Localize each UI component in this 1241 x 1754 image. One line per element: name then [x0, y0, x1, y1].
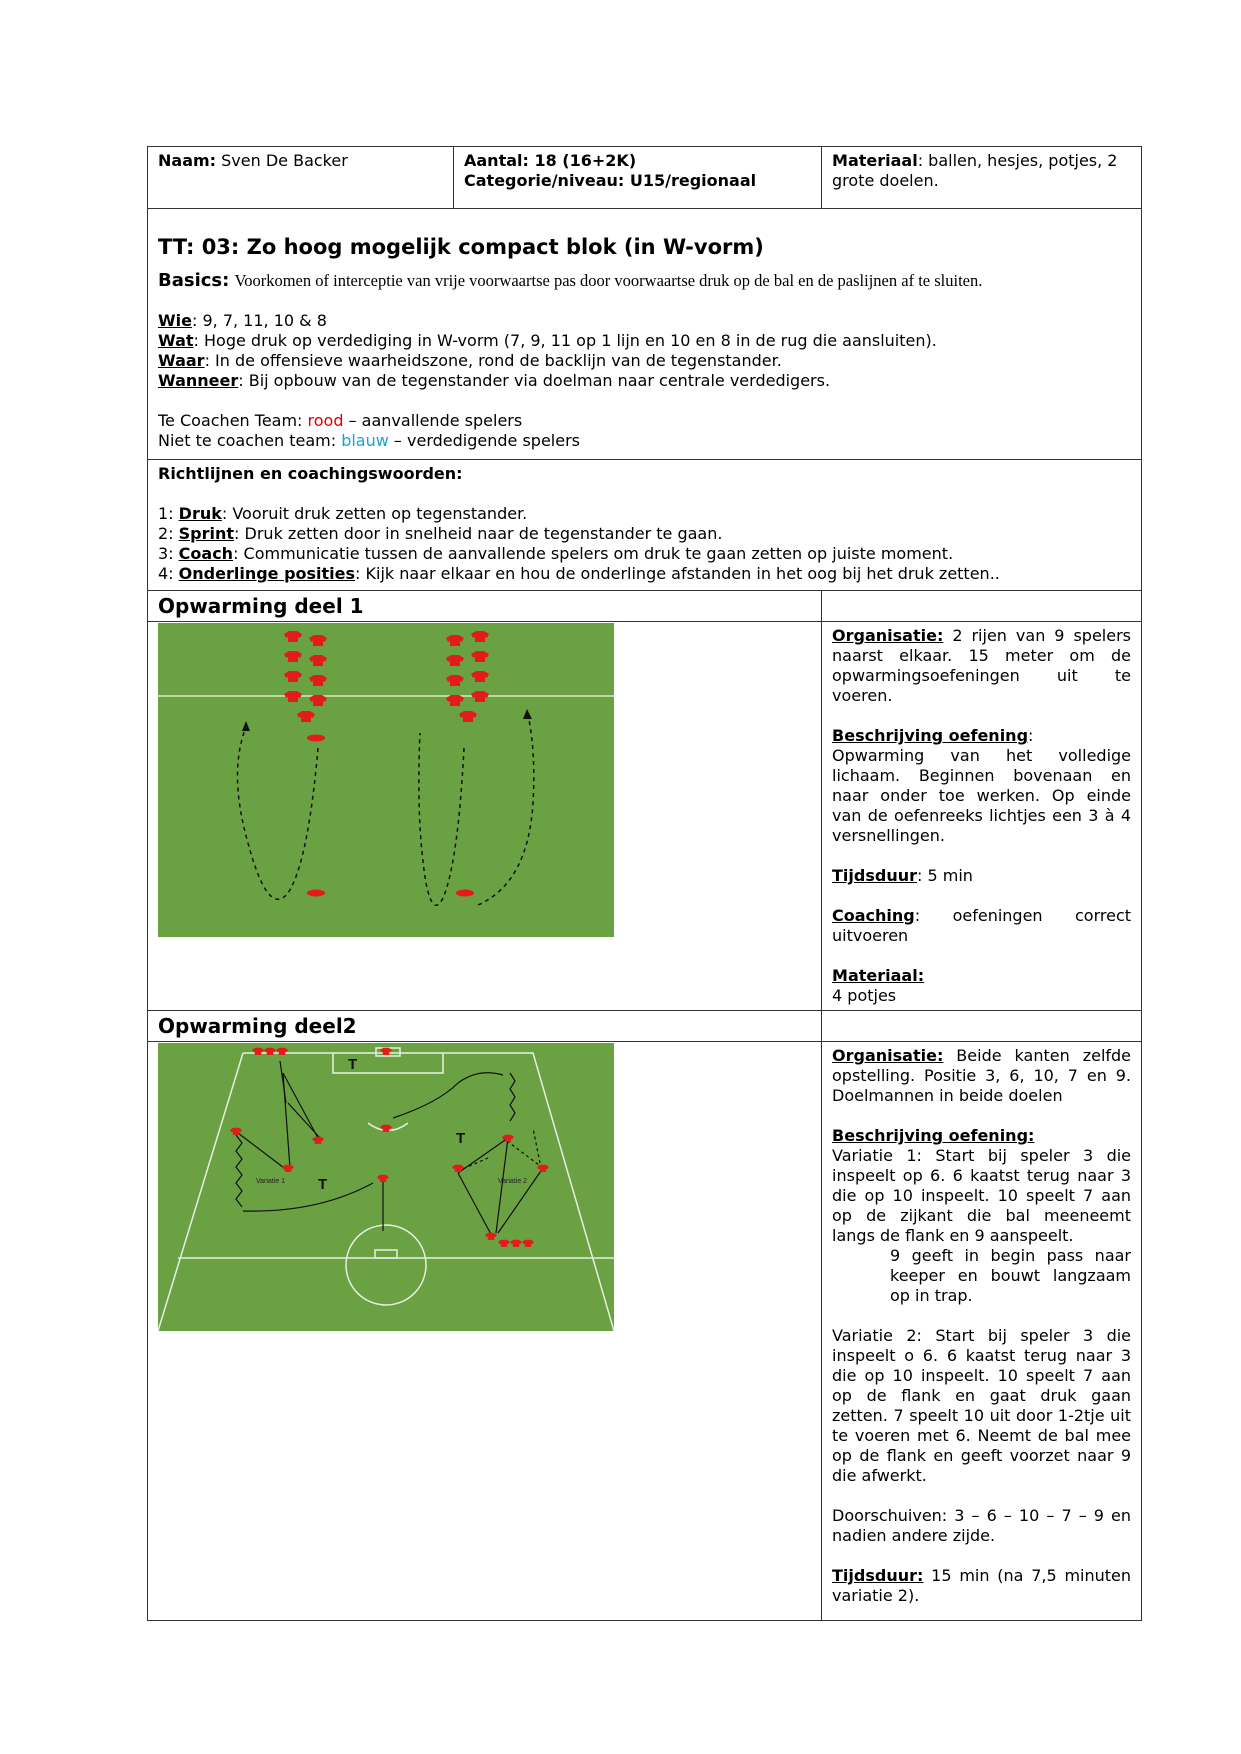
part2-text-cell — [822, 1042, 1142, 1621]
team2-pre: Niet te coachen team: — [158, 431, 342, 450]
aantal-text: Aantal: 18 (16+2K) — [464, 151, 637, 170]
categorie-text: Categorie/niveau: U15/regionaal — [464, 171, 757, 190]
part2-heading-empty — [822, 1011, 1142, 1042]
header-row — [148, 147, 1142, 209]
wanneer-text: : Bij opbouw van de tegenstander via doelman naar centrale verdedigers. — [238, 371, 831, 390]
part2-var1b: 9 geeft in begin pass naar keeper en bouwt langzaam op in trap. — [890, 1246, 1132, 1305]
guidelines-row — [148, 460, 1142, 591]
wat-line — [158, 331, 1131, 351]
part1-desc-text: Opwarming van het volledige lichaam. Beginnen bovenaan en naar onder toe werken. Op einde van de oefenreeks lichtjes een 3 à 4 versnellingen. — [832, 746, 1132, 845]
session-table — [147, 146, 1142, 1621]
part1-desc-label: Beschrijving oefening: — [832, 726, 1034, 745]
variation-label: Variatie 1 — [256, 1178, 286, 1185]
part2-heading-row — [148, 1011, 1142, 1042]
part1-mat-label: Materiaal: — [832, 966, 925, 985]
aantal-cell — [454, 147, 822, 209]
variation-label: Variatie 2 — [498, 1178, 528, 1185]
basics-label: Basics: — [158, 270, 230, 291]
team1-pre: Te Coachen Team: — [158, 411, 308, 430]
wanneer-label: Wanneer — [158, 371, 239, 390]
pitch-area — [158, 623, 614, 937]
part1-heading-empty — [822, 591, 1142, 622]
part2-var2: Variatie 2: Start bij speler 3 die inspeelt o 6. 6 kaatst terug naar 3 die op 10 inspeelt. 10 speelt 7 aan op de flank en gaat druk gaan zetten. 7 speelt 10 uit door 1-2tje uit te voeren met 6. Neemt de bal mee op de flank en geeft voorzet naar 9 die afwerkt. — [832, 1326, 1132, 1485]
pitch-area — [158, 1043, 614, 1331]
warmup1-diagram — [158, 623, 614, 937]
wie-text: : 9, 7, 11, 10 & 8 — [191, 311, 327, 330]
session-title: TT: 03: Zo hoog mogelijk compact blok (in W-vorm) — [158, 235, 764, 259]
wat-label: Wat — [158, 331, 194, 350]
part1-tijd: Tijdsduur: 5 min — [832, 866, 973, 885]
part2-heading: Opwarming deel2 — [148, 1011, 822, 1042]
part2-diagram-cell — [148, 1042, 822, 1621]
team-coach-line — [158, 411, 1131, 431]
team1-post: – aanvallende spelers — [343, 411, 523, 430]
naam-value: Sven De Backer — [216, 151, 348, 170]
part2-desc-label: Beschrijving oefening: — [832, 1126, 1035, 1145]
cone — [307, 890, 325, 897]
wanneer-line — [158, 371, 1131, 391]
basics-text: Voorkomen of interceptie van vrije voorwaartse pas door voorwaartse druk op de bal en de paslijnen af te sluiten. — [234, 271, 983, 290]
cone — [456, 890, 474, 897]
t-marker: T — [318, 1176, 328, 1193]
waar-text: : In de offensieve waarheidszone, rond de backlijn van de tegenstander. — [204, 351, 782, 370]
materiaal-label: Materiaal — [832, 151, 918, 170]
part1-coaching: Coaching: oefeningen correct uitvoeren — [832, 906, 1132, 945]
part1-heading-row — [148, 591, 1142, 622]
part2-var1: Variatie 1: Start bij speler 3 die inspeelt op 6. 6 kaatst terug naar 3 die op 10 inspeelt. 10 speelt 7 aan op de zijkant die bal meeneemt langs de flank en 9 aanspeelt. — [832, 1146, 1132, 1245]
t-marker: T — [456, 1130, 466, 1147]
wat-text: : Hoge druk op verdediging in W-vorm (7, 9, 11 op 1 lijn en 10 en 8 in de rug die aansluiten). — [193, 331, 937, 350]
team-nocoach-line — [158, 431, 1131, 451]
part2-org: Organisatie: Beide kanten zelfde opstelling. Positie 3, 6, 10, 7 en 9. Doelmannen in beide doelen — [832, 1046, 1132, 1105]
naam-label: Naam: — [158, 151, 217, 170]
part2-doorschuiven: Doorschuiven: 3 – 6 – 10 – 7 – 9 en nadien andere zijde. — [832, 1506, 1132, 1545]
t-marker: T — [348, 1056, 358, 1073]
team1-color: rood — [307, 411, 344, 430]
cone — [307, 735, 325, 742]
materiaal-value: : ballen, hesjes, potjes, 2 grote doelen. — [832, 151, 1118, 190]
guideline-item: 3: Coach: Communicatie tussen de aanvallende spelers om druk te gaan zetten op juiste moment. — [158, 544, 954, 563]
basics-line — [158, 271, 1131, 291]
team2-color: blauw — [341, 431, 389, 450]
guidelines-cell — [148, 460, 1142, 591]
part1-mat-text: 4 potjes — [832, 986, 897, 1005]
team2-post: – verdedigende spelers — [388, 431, 580, 450]
guidelines-heading: Richtlijnen en coachingswoorden: — [158, 464, 463, 483]
part1-diagram-cell — [148, 622, 822, 1011]
part2-tijd: Tijdsduur: 15 min (na 7,5 minuten variatie 2). — [832, 1566, 1132, 1605]
guideline-item: 2: Sprint: Druk zetten door in snelheid naar de tegenstander te gaan. — [158, 524, 723, 543]
guideline-item: 4: Onderlinge posities: Kijk naar elkaar en hou de onderlinge afstanden in het oog bij het druk zetten.. — [158, 564, 1000, 583]
guideline-item: 1: Druk: Vooruit druk zetten op tegenstander. — [158, 504, 528, 523]
waar-line — [158, 351, 1131, 371]
wie-line — [158, 311, 1131, 331]
intro-row — [148, 209, 1142, 460]
waar-label: Waar — [158, 351, 205, 370]
wie-label: Wie — [158, 311, 192, 330]
part1-text-cell — [822, 622, 1142, 1011]
materiaal-cell — [822, 147, 1142, 209]
part2-row — [148, 1042, 1142, 1621]
warmup2-diagram — [158, 1043, 614, 1331]
part1-org: Organisatie: 2 rijen van 9 spelers naarst elkaar. 15 meter om de opwarmingsoefeningen uit te voeren. — [832, 626, 1132, 705]
session-sheet — [147, 146, 1141, 1621]
naam-cell — [148, 147, 454, 209]
part1-row — [148, 622, 1142, 1011]
part1-heading: Opwarming deel 1 — [148, 591, 822, 622]
intro-cell — [148, 209, 1142, 460]
